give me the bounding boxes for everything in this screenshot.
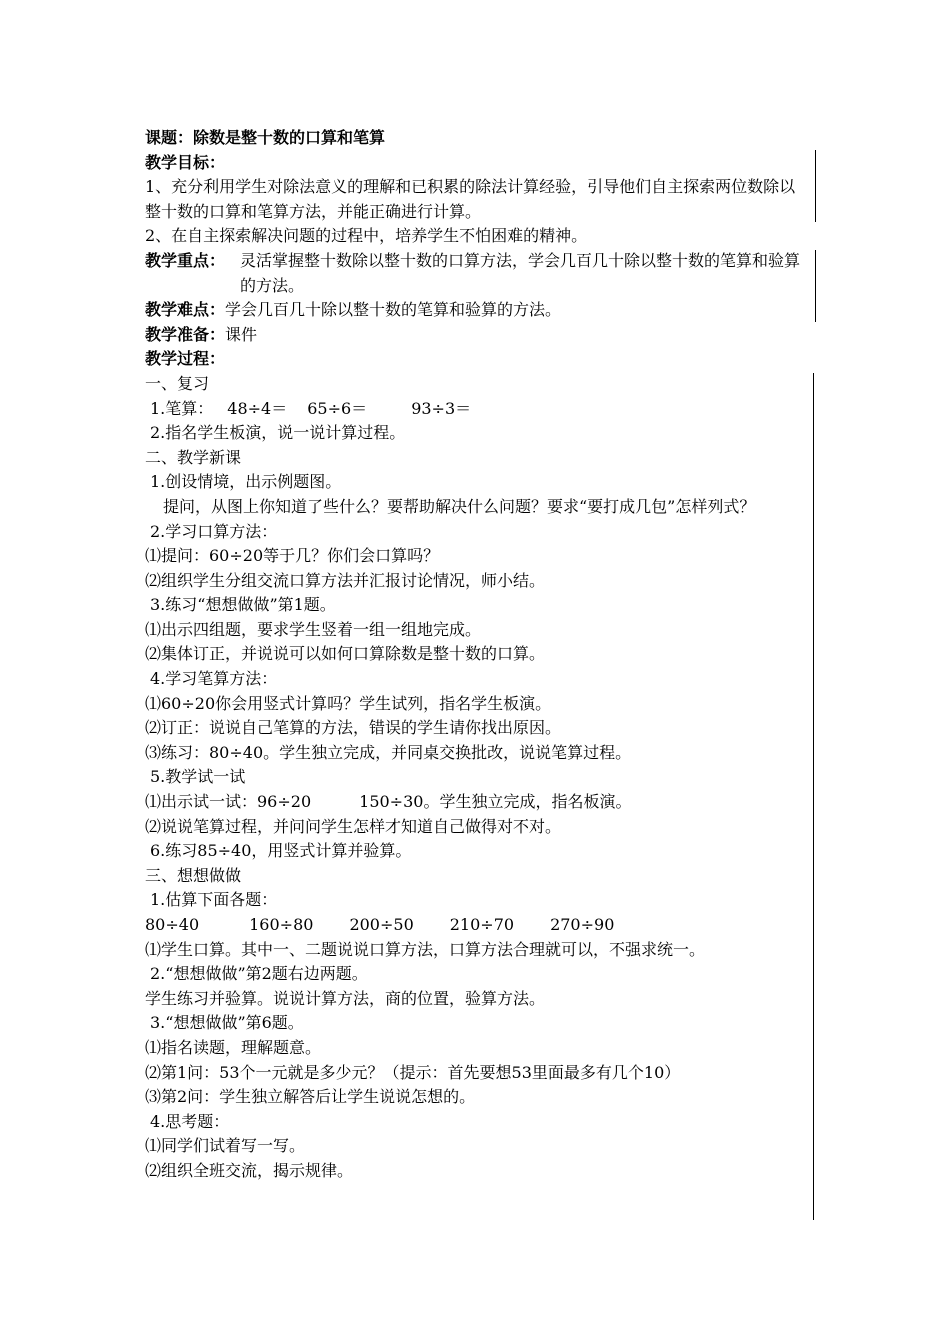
lesson-line: ⑶练习：80÷40。学生独立完成，并同桌交换批改，说说笔算过程。	[145, 742, 632, 762]
lesson-line: ⑴60÷20你会用竖式计算吗？学生试列，指名学生板演。	[145, 693, 552, 713]
difficulties-text: 学会几百几十除以整十数的笔算和验算的方法。	[225, 300, 562, 320]
preparation-text: 课件	[225, 324, 258, 344]
difficulties-label: 教学难点：	[145, 300, 226, 320]
lesson-line: ⑵组织学生分组交流口算方法并汇报讨论情况，师小结。	[145, 570, 546, 590]
review-item: 48÷4＝	[227, 398, 288, 418]
preparation-label: 教学准备：	[145, 324, 226, 344]
preparation	[145, 323, 810, 348]
review-exercise	[145, 397, 810, 422]
lesson-line: 4.学习笔算方法：	[150, 669, 278, 689]
lesson-line: 5.教学试一试	[150, 767, 246, 787]
lesson-plan	[145, 126, 810, 1184]
lesson-line: 3.练习“想想做做”第1题。	[150, 595, 336, 615]
section-title: 一、复习	[145, 373, 210, 393]
lesson-line: ⑵集体订正，并说说可以如何口算除数是整十数的口算。	[145, 644, 546, 664]
process-heading: 教学过程：	[145, 349, 226, 369]
practice-line: 学生练习并验算。说说计算方法，商的位置，验算方法。	[145, 988, 546, 1008]
objective-item: 2、在自主探索解决问题的过程中，培养学生不怕困难的精神。	[145, 226, 588, 246]
section-title: 二、教学新课	[145, 447, 242, 467]
margin-bar-1	[815, 150, 816, 222]
estimate-item: 80÷40	[145, 915, 200, 934]
practice-line: ⑵组织全班交流，揭示规律。	[145, 1160, 354, 1180]
title-text: 除数是整十数的口算和笔算	[193, 128, 386, 147]
title-label: 课题：	[145, 128, 194, 147]
review-line: 2.指名学生板演，说一说计算过程。	[150, 423, 406, 443]
margin-bar-3	[813, 373, 814, 1220]
estimate-item: 270÷90	[550, 915, 615, 934]
review-item: 65÷6＝	[307, 398, 368, 418]
practice-line: 3.“想想做做”第6题。	[150, 1013, 304, 1033]
practice-line: 1.估算下面各题：	[150, 890, 278, 910]
practice-line: ⑴同学们试着写一写。	[145, 1136, 306, 1156]
lesson-title	[145, 126, 810, 151]
trial-part: ⑴出示试一试：96÷20	[145, 792, 312, 812]
objective-item: 1、充分利用学生对除法意义的理解和已积累的除法计算经验，引导他们自主探索两位数除以整十数的口算和笔算方法，并能正确进行计算。	[145, 177, 796, 221]
practice-line: ⑵第1问：53个一元就是多少元？（提示：首先要想53里面最多有几个10）	[145, 1062, 681, 1082]
lesson-line: ⑵订正：说说自己笔算的方法，错误的学生请你找出原因。	[145, 718, 562, 738]
estimate-item: 160÷80	[249, 915, 314, 934]
practice-line: 2.“想想做做”第2题右边两题。	[150, 964, 368, 984]
lesson-line: 提问，从图上你知道了些什么？要帮助解决什么问题？要求“要打成几包”怎样列式？	[163, 496, 756, 516]
key-points-label: 教学重点：	[145, 250, 226, 270]
difficulties	[145, 298, 810, 323]
practice-line: 4.思考题：	[150, 1111, 230, 1131]
practice-line: ⑴学生口算。其中一、二题说说口算方法，口算方法合理就可以，不强求统一。	[145, 939, 706, 959]
objectives-heading: 教学目标：	[145, 152, 226, 172]
lesson-line: ⑴出示四组题，要求学生竖着一组一组地完成。	[145, 619, 482, 639]
lesson-line: 1.创设情境，出示例题图。	[150, 472, 342, 492]
margin-bar-2	[815, 250, 816, 322]
estimate-item: 210÷70	[449, 915, 515, 934]
lesson-line: ⑴提问：60÷20等于几？你们会口算吗？	[145, 546, 440, 566]
lesson-line: 2.学习口算方法：	[150, 521, 278, 541]
practice-line: ⑶第2问：学生独立解答后让学生说说怎想的。	[145, 1087, 476, 1107]
lesson-line	[145, 790, 810, 815]
lesson-line: ⑵说说笔算过程，并问问学生怎样才知道自己做得对不对。	[145, 816, 562, 836]
lesson-line: 6.练习85÷40，用竖式计算并验算。	[150, 841, 412, 861]
review-prefix: 1.笔算：	[150, 398, 214, 418]
practice-line: ⑴指名读题，理解题意。	[145, 1037, 322, 1057]
key-points-text: 灵活掌握整十数除以整十数的口算方法，学会几百几十除以整十数的笔算和验算的方法。	[240, 250, 801, 295]
trial-part: 150÷30。学生独立完成，指名板演。	[359, 792, 632, 812]
estimate-items	[145, 913, 810, 938]
section-title: 三、想想做做	[145, 865, 242, 885]
key-points	[145, 249, 810, 298]
review-item: 93÷3＝	[411, 398, 472, 418]
estimate-item: 200÷50	[349, 915, 414, 934]
